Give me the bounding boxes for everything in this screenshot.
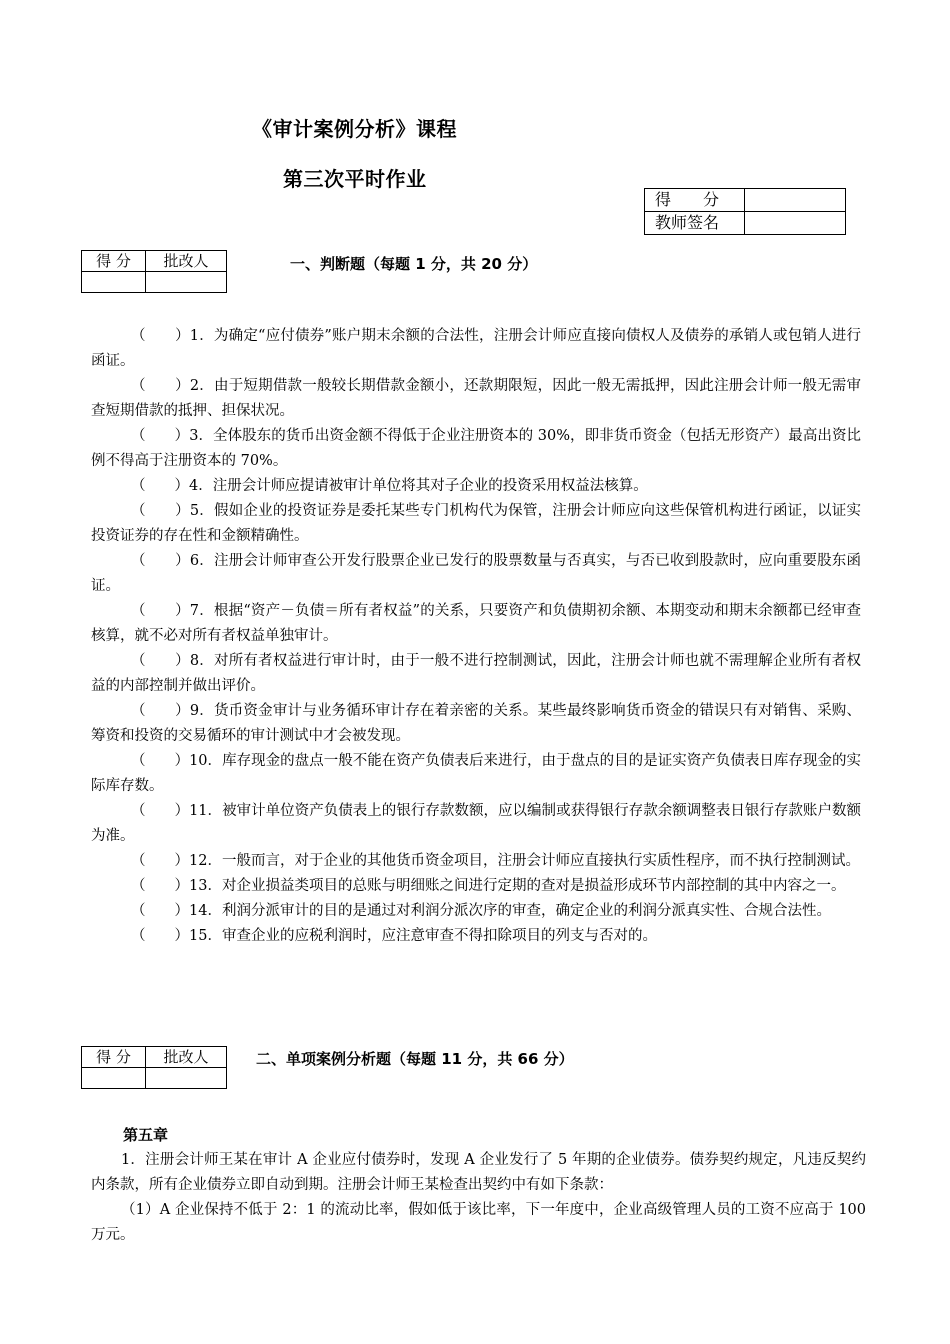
question-item: （ ）6．注册会计师审查公开发行股票企业已发行的股票数量与否真实，与否已收到股款时，应向重要股东函证。 xyxy=(91,553,861,594)
course-title: 《审计案例分析》课程 xyxy=(252,117,457,141)
question-item: （ ）9．货币资金审计与业务循环审计存在着亲密的关系。某些最终影响货币资金的错误只有对销售、采购、筹资和投资的交易循环的审计测试中才会被发现。 xyxy=(91,703,861,744)
assignment-title: 第三次平时作业 xyxy=(283,167,427,191)
question-item: （ ）15．审查企业的应税利润时，应注意审查不得扣除项目的列支与否对的。 xyxy=(131,928,657,944)
question-item: （ ）10．库存现金的盘点一般不能在资产负债表后来进行，由于盘点的目的是证实资产负债表日库存现金的实际库存数。 xyxy=(91,753,861,794)
score-box xyxy=(644,188,846,235)
question-item: （ ）4．注册会计师应提请被审计单位将其对子企业的投资采用权益法核算。 xyxy=(131,478,648,494)
question-item: （ ）5．假如企业的投资证券是委托某些专门机构代为保管，注册会计师应向这些保管机构进行函证，以证实投资证券的存在性和金额精确性。 xyxy=(91,503,861,544)
question-item: （ ）8．对所有者权益进行审计时，由于一般不进行控制测试，因此，注册会计师也就不需理解企业所有者权益的内部控制并做出评价。 xyxy=(91,653,861,694)
question-item: （ ）3．全体股东的货币出资金额不得低于企业注册资本的 30%，即非货币资金（包括无形资产）最高出资比例不得高于注册资本的 70%。 xyxy=(91,428,861,469)
grader-name-label: 批改人 xyxy=(146,251,227,272)
question-item: （ ）13．对企业损益类项目的总账与明细账之间进行定期的查对是损益形成环节内部控制的其中内容之一。 xyxy=(131,878,846,894)
section2-heading: 二、单项案例分析题（每题 11 分，共 66 分） xyxy=(256,1050,574,1068)
grader-name-cell xyxy=(146,1068,227,1089)
score-label: 得 分 xyxy=(645,189,745,212)
score-value-cell xyxy=(745,189,846,212)
question-item: （ ）11．被审计单位资产负债表上的银行存款数额，应以编制或获得银行存款余额调整表日银行存款账户数额为准。 xyxy=(91,803,861,844)
teacher-signature-cell xyxy=(745,212,846,235)
question-item: （ ）2．由于短期借款一般较长期借款金额小，还款期限短，因此一般无需抵押，因此注册会计师一般无需审查短期借款的抵押、担保状况。 xyxy=(91,378,861,419)
grader-name-cell xyxy=(146,272,227,293)
grader-score-cell xyxy=(82,1068,146,1089)
grader-score-label: 得 分 xyxy=(82,251,146,272)
chapter-heading: 第五章 xyxy=(123,1126,169,1144)
section1-heading: 一、判断题（每题 1 分，共 20 分） xyxy=(290,255,538,273)
question-item: （ ）14．利润分派审计的目的是通过对利润分派次序的审查，确定企业的利润分派真实性、合规合法性。 xyxy=(131,903,831,919)
grader-name-label: 批改人 xyxy=(146,1047,227,1068)
question-item: （ ）1．为确定“应付债券”账户期末余额的合法性，注册会计师应直接向债权人及债券的承销人或包销人进行函证。 xyxy=(91,328,861,369)
grader-table-section2 xyxy=(81,1046,227,1089)
grader-table-section1 xyxy=(81,250,227,293)
case-paragraph: 1．注册会计师王某在审计 A 企业应付债券时，发现 A 企业发行了 5 年期的企业债券。债券契约规定，凡违反契约内条款，所有企业债券立即自动到期。注册会计师王某检查出契约中有如下条款： xyxy=(91,1152,866,1193)
grader-score-label: 得 分 xyxy=(82,1047,146,1068)
teacher-signature-label: 教师签名 xyxy=(645,212,745,235)
grader-score-cell xyxy=(82,272,146,293)
case-text xyxy=(91,1148,866,1248)
question-item: （ ）12．一般而言，对于企业的其他货币资金项目，注册会计师应直接执行实质性程序，而不执行控制测试。 xyxy=(131,853,860,869)
case-paragraph: （1）A 企业保持不低于 2：1 的流动比率，假如低于该比率，下一年度中，企业高级管理人员的工资不应高于 100 万元。 xyxy=(91,1202,866,1243)
question-list xyxy=(91,324,861,949)
question-item: （ ）7．根据“资产－负债＝所有者权益”的关系，只要资产和负债期初余额、本期变动和期末余额都已经审查核算，就不必对所有者权益单独审计。 xyxy=(91,603,861,644)
